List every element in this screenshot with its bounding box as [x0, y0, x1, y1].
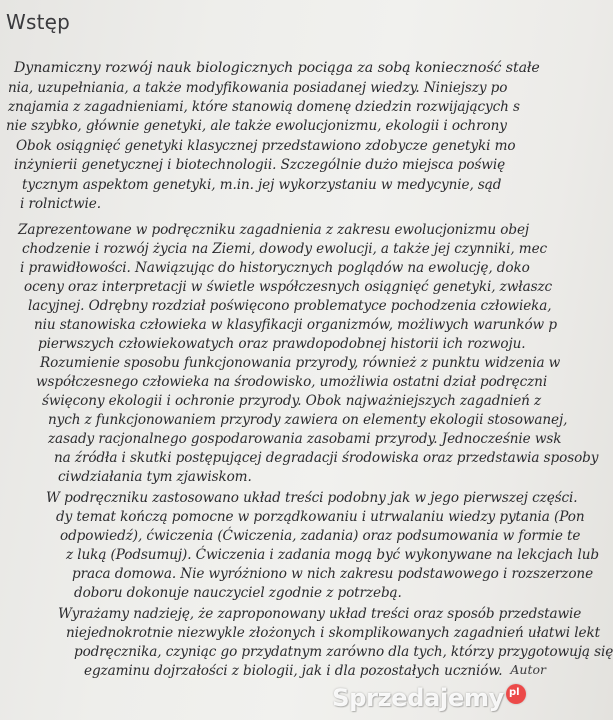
text-line: i rolnictwie. [20, 196, 101, 212]
text-line: praca domowa. Nie wyróżniono w nich zakresu podstawowego i rozszerzone [72, 566, 594, 582]
text-line: inżynierii genetycznej i biotechnologii. Szczególnie dużo miejsca poświę [14, 157, 506, 173]
text-line: odpowiedź), ćwiczenia (Ćwiczenia, zadania) oraz podsumowania w formie te [60, 528, 581, 544]
watermark-text: Sprzedajemy [332, 684, 504, 712]
text-line: egzaminu dojrzałości z biologii, jak i dla pozostałych uczniów. [84, 663, 503, 679]
watermark-logo [332, 684, 526, 712]
text-line: Dynamiczny rozwój nauk biologicznych pociąga za sobą konieczność stałe [14, 60, 540, 76]
text-line: chodzenie i rozwój życia na Ziemi, dowody ewolucji, a także jej czynniki, mec [22, 241, 548, 257]
text-line: Obok osiągnięć genetyki klasycznej przedstawiono zdobycze genetyki mo [16, 138, 516, 154]
text-line: Rozumienie sposobu funkcjonowania przyrody, również z punktu widzenia w [40, 355, 561, 371]
text-line: święcony ekologii i ochronie przyrody. Obok najważniejszych zagadnień z [42, 393, 542, 409]
text-line: nie szybko, głównie genetyki, ale także ewolucjonizmu, ekologii i ochrony [6, 118, 507, 134]
text-line: nia, uzupełniania, a także modyfikowania posiadanej wiedzy. Niniejszy po [8, 80, 508, 96]
text-line: nych z funkcjonowaniem przyrody zawiera on elementy ekologii stosowanej, [48, 412, 568, 428]
text-line: i prawidłowości. Nawiązując do historycznych poglądów na ewolucję, doko [20, 260, 530, 276]
text-line: niu stanowiska człowieka w klasyfikacji organizmów, możliwych warunków p [34, 317, 557, 333]
text-line: z luką (Podsumuj). Ćwiczenia i zadania mogą być wykonywane na lekcjach lub [66, 547, 599, 563]
text-line: podręcznika, czyniąc go przydatnym zarówno dla tych, którzy przygotowują się [74, 644, 613, 660]
text-line: lacyjnej. Odrębny rozdział poświęcono problematyce pochodzenia człowieka, [28, 298, 552, 314]
text-line: pierwszych człowiekowatych oraz prawdopodobnej historii ich rozwoju. [38, 336, 526, 352]
text-line: doboru dokonuje nauczyciel zgodnie z potrzebą. [74, 585, 402, 601]
text-line: niejednokrotnie niezwykle złożonych i skomplikowanych zagadnień ułatwi lekt [66, 625, 600, 641]
page-heading: Wstęp [6, 10, 71, 34]
text-line: na źródła i skutki postępującej degradacji środowiska oraz przedstawia sposoby [54, 450, 599, 466]
text-line: Zaprezentowane w podręczniku zagadnienia z zakresu ewolucjonizmu obej [18, 222, 530, 238]
text-line: zasady racjonalnego gospodarowania zasobami przyrody. Jednocześnie wsk [48, 431, 562, 447]
text-line: Wyrażamy nadzieję, że zaproponowany układ treści oraz sposób przedstawie [58, 606, 582, 622]
text-line: współczesnego człowieka na środowisko, umożliwia ostatni dział podręczni [36, 374, 548, 390]
text-line: znajamia z zagadnieniami, które stanowią domenę dziedzin rozwijających s [8, 99, 520, 115]
text-line: W podręczniku zastosowano układ treści podobny jak w jego pierwszej części. [46, 490, 578, 506]
text-line: oceny oraz interpretacji w świetle współczesnych osiągnięć genetyki, zwłaszc [24, 279, 553, 295]
text-line: tycznym aspektom genetyki, m.in. jej wykorzystaniu w medycynie, sąd [22, 177, 502, 193]
text-line: dy temat kończą pomocne w porządkowaniu i utrwalaniu wiedzy pytania (Pon [56, 509, 585, 525]
author-signature: Autor [510, 662, 546, 677]
watermark-badge-icon [506, 684, 526, 704]
text-line: ciwdziałania tym zjawiskom. [58, 469, 252, 485]
